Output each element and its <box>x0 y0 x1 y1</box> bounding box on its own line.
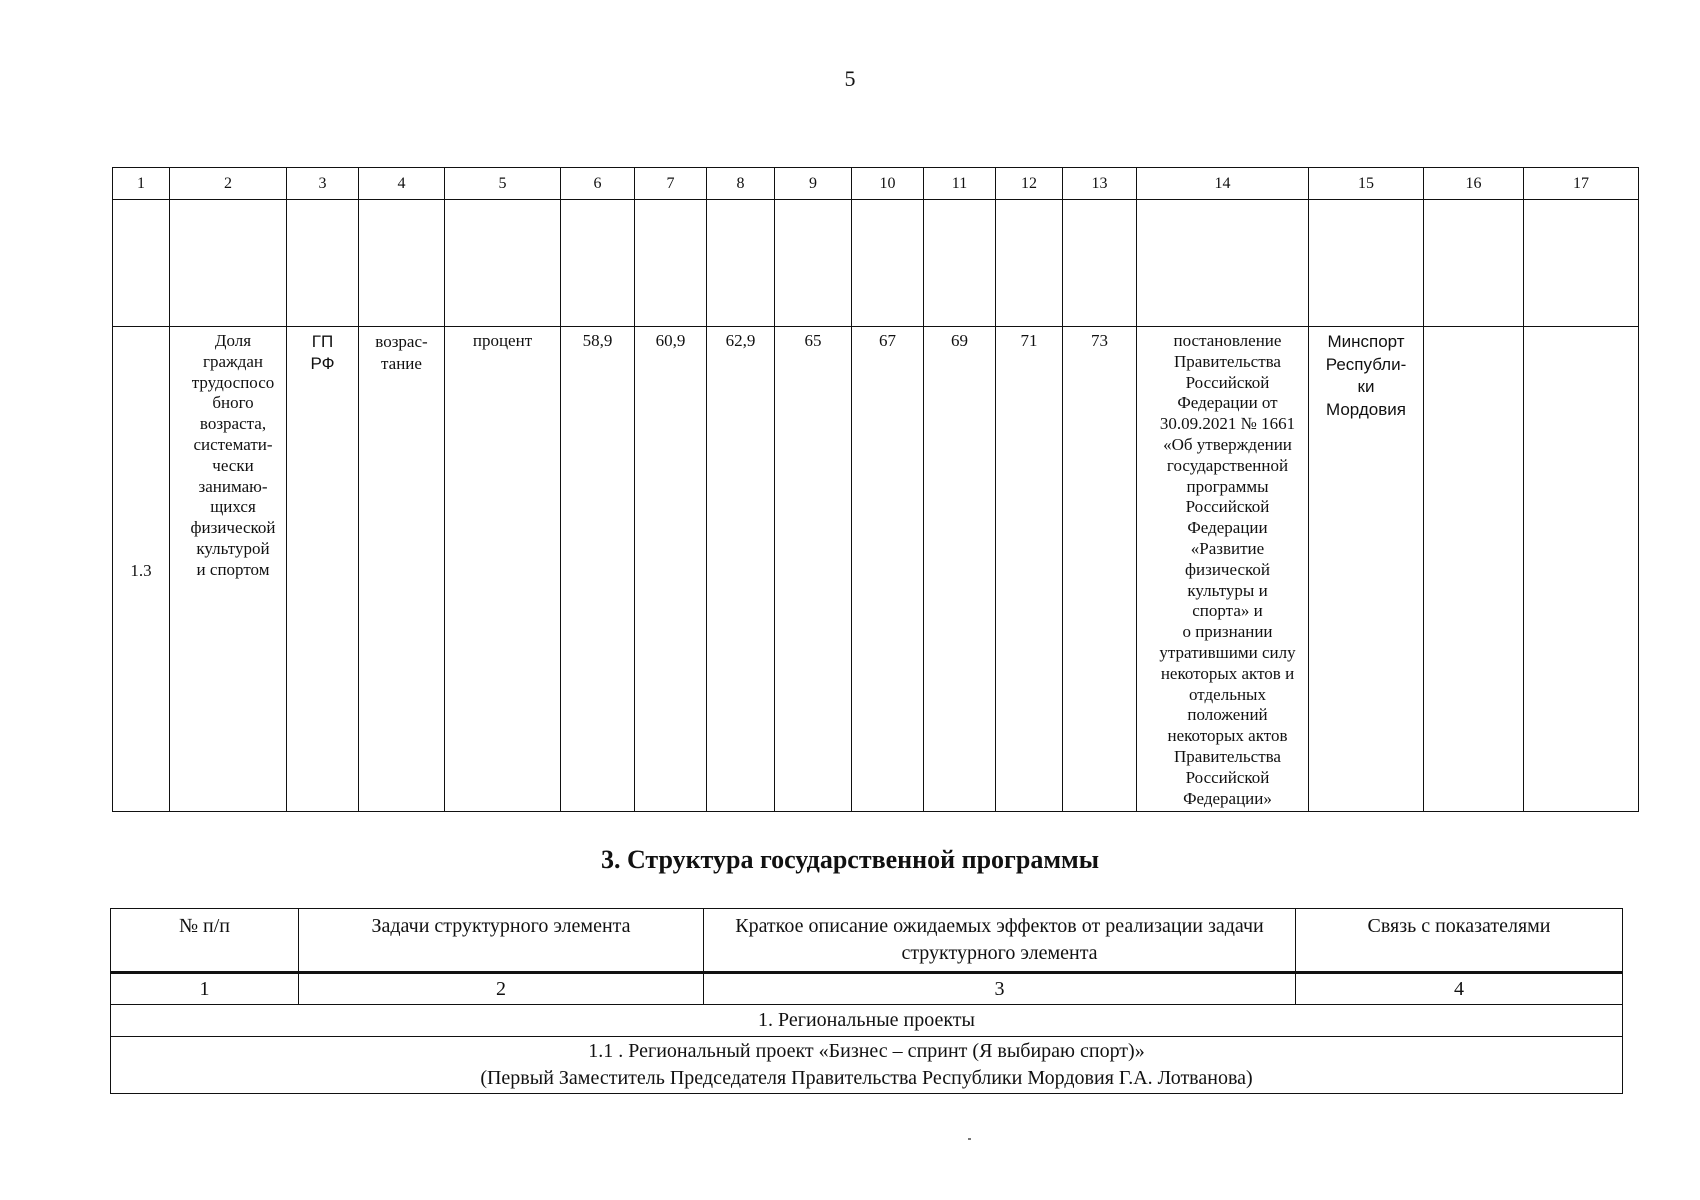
column-number: 15 <box>1309 168 1424 200</box>
column-number: 1 <box>111 973 299 1005</box>
structure-table-header-row <box>111 909 1623 973</box>
indicator-name: Доля граждан трудоспосо бного возраста, системати- чески занимаю- щихся физической культурой и спортом <box>170 327 287 812</box>
indicator-source-document: постановление Правительства Российской Федерации от 30.09.2021 № 1661 «Об утверждении государственной программы Российской Федерации «Развитие физической культуры и спорта» и о признании утратившими силу некоторых актов и отдельных положений некоторых актов Правительства Российской Федерации» <box>1137 327 1309 812</box>
column-number: 1 <box>113 168 170 200</box>
project-row <box>111 1037 1623 1094</box>
project-curator: (Первый Заместитель Председателя Правительства Республики Мордовия Г.А. Лотванова) <box>480 1067 1253 1089</box>
column-number: 5 <box>445 168 561 200</box>
header-effects: Краткое описание ожидаемых эффектов от реализации задачи структурного элемента <box>704 909 1296 973</box>
section-row <box>111 1005 1623 1037</box>
indicator-unit: процент <box>445 327 561 812</box>
column-number: 4 <box>1296 973 1623 1005</box>
column-number: 2 <box>299 973 704 1005</box>
table-cell <box>287 200 359 327</box>
structure-table-number-row <box>111 973 1623 1005</box>
column-number: 7 <box>635 168 707 200</box>
column-number: 2 <box>170 168 287 200</box>
indicator-value: 65 <box>775 327 852 812</box>
table-cell <box>359 200 445 327</box>
table-cell <box>445 200 561 327</box>
indicator-table-header-row <box>113 168 1639 200</box>
table-cell <box>170 200 287 327</box>
table-cell <box>561 200 635 327</box>
column-number: 11 <box>924 168 996 200</box>
indicator-row <box>113 327 1639 812</box>
column-number: 4 <box>359 168 445 200</box>
table-cell <box>1424 200 1524 327</box>
indicator-responsible: Минспорт Республи- ки Мордовия <box>1309 327 1424 812</box>
header-num: № п/п <box>111 909 299 973</box>
indicator-number: 1.3 <box>113 327 170 812</box>
indicator-table <box>112 167 1639 812</box>
header-tasks: Задачи структурного элемента <box>299 909 704 973</box>
indicator-trend: возрас- тание <box>359 327 445 812</box>
column-number: 8 <box>707 168 775 200</box>
table-cell <box>775 200 852 327</box>
table-cell <box>635 200 707 327</box>
indicator-table-empty-row <box>113 200 1639 327</box>
indicator-value: 62,9 <box>707 327 775 812</box>
indicator-value: 73 <box>1063 327 1137 812</box>
indicator-level: ГП РФ <box>287 327 359 812</box>
indicator-value: 58,9 <box>561 327 635 812</box>
indicator-value: 69 <box>924 327 996 812</box>
column-number: 3 <box>287 168 359 200</box>
scan-speck <box>968 1138 971 1140</box>
indicator-value: 67 <box>852 327 924 812</box>
table-cell <box>852 200 924 327</box>
table-cell <box>1424 327 1524 812</box>
header-link: Связь с показателями <box>1296 909 1623 973</box>
column-number: 12 <box>996 168 1063 200</box>
column-number: 9 <box>775 168 852 200</box>
table-cell <box>113 200 170 327</box>
section-title: 3. Структура государственной программы <box>600 845 1100 874</box>
structure-table <box>110 908 1623 1094</box>
column-number: 6 <box>561 168 635 200</box>
indicator-value: 60,9 <box>635 327 707 812</box>
table-cell <box>924 200 996 327</box>
project-title: 1.1 . Региональный проект «Бизнес – спринт (Я выбираю спорт)» <box>588 1040 1145 1062</box>
table-cell <box>1063 200 1137 327</box>
table-cell <box>1524 200 1639 327</box>
table-cell <box>1137 200 1309 327</box>
column-number: 17 <box>1524 168 1639 200</box>
section-row-label: 1. Региональные проекты <box>111 1005 1623 1037</box>
indicator-value: 71 <box>996 327 1063 812</box>
project-row-cell <box>111 1037 1623 1094</box>
column-number: 14 <box>1137 168 1309 200</box>
table-cell <box>1309 200 1424 327</box>
table-cell <box>707 200 775 327</box>
column-number: 10 <box>852 168 924 200</box>
column-number: 16 <box>1424 168 1524 200</box>
column-number: 13 <box>1063 168 1137 200</box>
page-number: 5 <box>844 66 856 91</box>
table-cell <box>996 200 1063 327</box>
column-number: 3 <box>704 973 1296 1005</box>
table-cell <box>1524 327 1639 812</box>
